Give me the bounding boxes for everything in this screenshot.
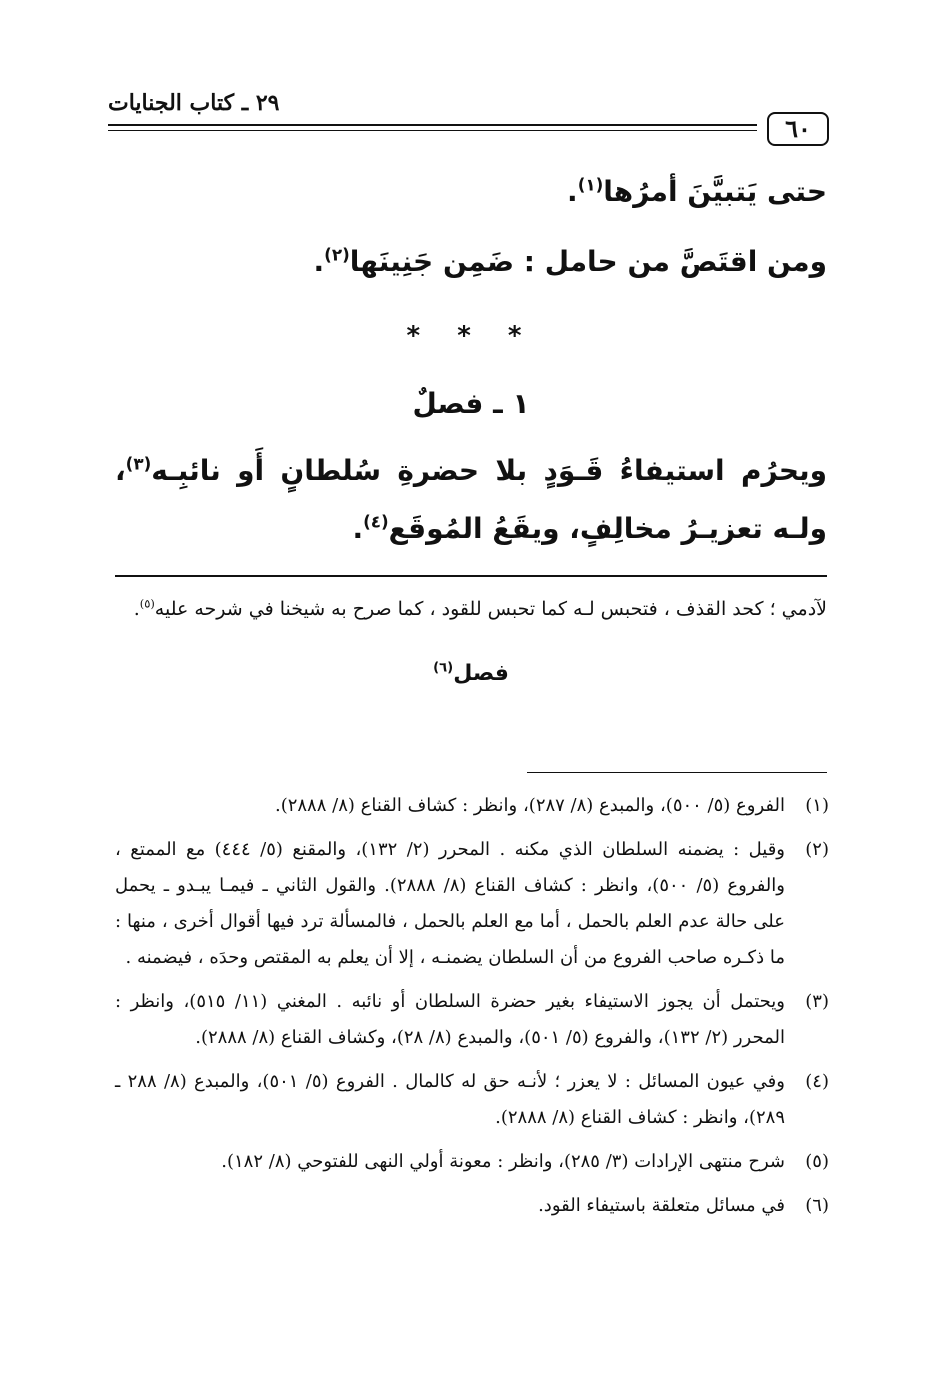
main-paragraph-3 <box>115 442 827 558</box>
main-paragraph-1 <box>115 160 827 224</box>
main-text-span: ، ولـه تعزيـرُ مخالِفٍ، ويقَعُ المُوقَع <box>115 454 827 545</box>
footnote-ref: (٤) <box>363 511 389 532</box>
footnote <box>115 1064 829 1136</box>
sub-heading-text: فصل <box>453 661 509 686</box>
punctuation: . <box>133 598 140 620</box>
footnote-number: (٥) <box>805 1151 829 1172</box>
book-title: ٢٩ ـ كتاب الجنايات <box>108 90 280 116</box>
footnote <box>115 1188 829 1224</box>
footnote-text: في مسائل متعلقة باستيفاء القود. <box>538 1195 785 1216</box>
commentary-separator <box>115 575 827 577</box>
main-text <box>115 160 827 558</box>
footnote <box>115 984 829 1056</box>
footnote-ref: (٥) <box>139 596 155 611</box>
commentary-span: لآدمي ؛ كحد القذف ، فتحبس لـه كما تحبس للقود ، كما صرح به شيخنا في شرحه عليه <box>154 598 827 620</box>
main-paragraph-2 <box>115 230 827 294</box>
footnote <box>115 1144 829 1180</box>
section-heading: ١ ـ فصلٌ <box>412 387 530 420</box>
footnote-text: شرح منتهى الإرادات (٣/ ٢٨٥)، وانظر : معونة أولي النهى للفتوحي (٨/ ١٨٢). <box>221 1151 785 1172</box>
commentary-paragraph <box>115 584 827 634</box>
punctuation: . <box>567 175 578 208</box>
sub-heading <box>115 654 827 694</box>
footnote-ref: (١) <box>577 174 604 195</box>
header-rule-thin <box>108 130 757 131</box>
footnote-rule <box>527 772 827 773</box>
footnote-number: (٦) <box>805 1195 829 1216</box>
footnotes <box>115 788 829 1232</box>
footnote-number: (٤) <box>805 1071 829 1092</box>
footnote-ref: (٢) <box>324 244 350 265</box>
footnote-ref: (٦) <box>433 660 454 676</box>
punctuation: . <box>313 245 325 278</box>
header-rule <box>108 124 757 126</box>
footnote-number: (٣) <box>805 991 829 1012</box>
main-text-span: ويحرُم استيفاءُ قَـوَدٍ بلا حضرةِ سُلطانٍ أَو نائبِـه <box>151 454 827 487</box>
footnote-number: (٢) <box>805 839 829 860</box>
main-text-span: ومن اقتَصَّ من حامل : ضَمِن جَنِينَها <box>349 245 827 278</box>
page-number: ٦٠ <box>767 112 829 146</box>
punctuation: . <box>352 512 364 545</box>
running-header <box>108 90 829 150</box>
footnote-number: (١) <box>805 795 829 816</box>
footnote <box>115 788 829 824</box>
main-text-span: حتى يَتبيَّنَ أمرُها <box>603 175 827 208</box>
footnote-text: وقيل : يضمنه السلطان الذي مكنه . المحرر (٢/ ١٣٢)، والمقنع (٥/ ٤٤٤) مع الممتع ، والفروع (٥/ ٥٠٠)، وانظر : كشاف القناع (٨/ ٢٨٨٨). والقول الثاني ـ فيمـا يبـدو ـ يحمل على حالة عدم العلم بالحمل ، أما مع العلم بالحمل ، فالمسألة ترد فيها أقوال أخرى ، منها : ما ذكـره صاحب الفروع من أن السلطان يضمنـه ، إلا أن يعلم به المقتص وحدَه ، فيضمنه . <box>115 839 785 968</box>
footnote-ref: (٣) <box>125 453 152 474</box>
footnote-text: الفروع (٥/ ٥٠٠)، والمبدع (٨/ ٢٨٧)، وانظر : كشاف القناع (٨/ ٢٨٨٨). <box>274 795 785 816</box>
footnote <box>115 832 829 976</box>
section-divider-stars: * * * <box>406 321 536 351</box>
footnote-text: وفي عيون المسائل : لا يعزر ؛ لأنـه حق له كالمال . الفروع (٥/ ٥٠١)، والمبدع (٨/ ٢٨٨ ـ ٢٨٩)، وانظر : كشاف القناع (٨/ ٢٨٨٨). <box>115 1071 785 1128</box>
commentary-text <box>115 584 827 694</box>
footnote-text: ويحتمل أن يجوز الاستيفاء بغير حضرة السلطان أو نائبه . المغني (١١/ ٥١٥)، وانظر : المحرر (٢/ ١٣٢)، والفروع (٥/ ٥٠١)، والمبدع (٨/ ٢٨)، وكشاف القناع (٨/ ٢٨٨٨). <box>115 991 785 1048</box>
